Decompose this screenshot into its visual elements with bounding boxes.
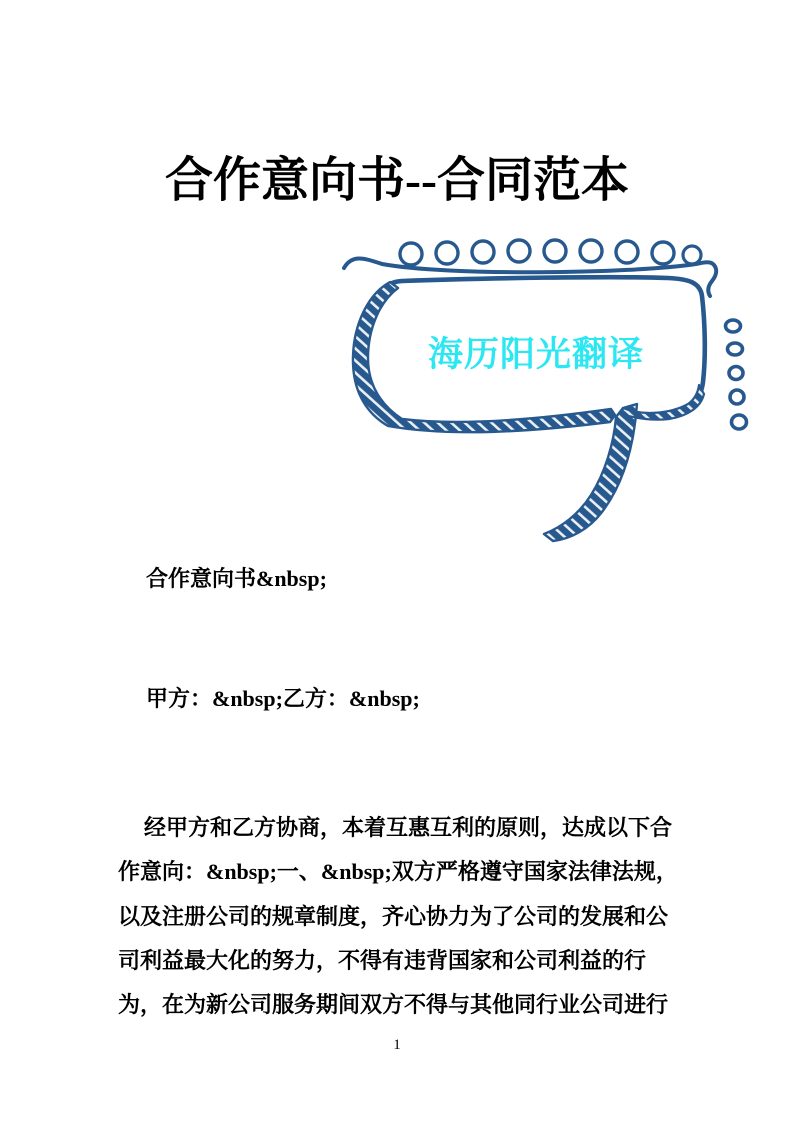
dot-doodles: [726, 320, 747, 429]
coil-doodle: [344, 240, 716, 296]
bubble-watermark-text: 海历阳光翻译: [427, 335, 645, 374]
bubble-tail-right: [621, 385, 704, 420]
paragraph-line: 为，在为新公司服务期间双方不得与其他同行业公司进行: [118, 992, 669, 1018]
speech-bubble-illustration: [328, 224, 760, 554]
paragraph-line: 作意向：&nbsp;一、&nbsp;双方严格遵守国家法律法规，: [118, 859, 678, 885]
section-heading: 合作意向书&nbsp;: [146, 566, 327, 591]
paragraph-line: 经甲方和乙方协商，本着互惠互利的原则，达成以下合: [144, 815, 673, 840]
parties-line: 甲方：&nbsp;乙方：&nbsp;: [146, 686, 420, 711]
page-number: 1: [393, 1037, 401, 1053]
paragraph-line: 司利益最大化的努力，不得有违背国家和公司利益的行: [118, 947, 647, 973]
paragraph-line: 以及注册公司的规章制度，齐心协力为了公司的发展和公: [118, 903, 669, 929]
speech-bubble-svg: [328, 224, 760, 554]
document-title: 合作意向书--合同范本: [165, 154, 629, 207]
body-paragraph: [118, 806, 678, 1027]
